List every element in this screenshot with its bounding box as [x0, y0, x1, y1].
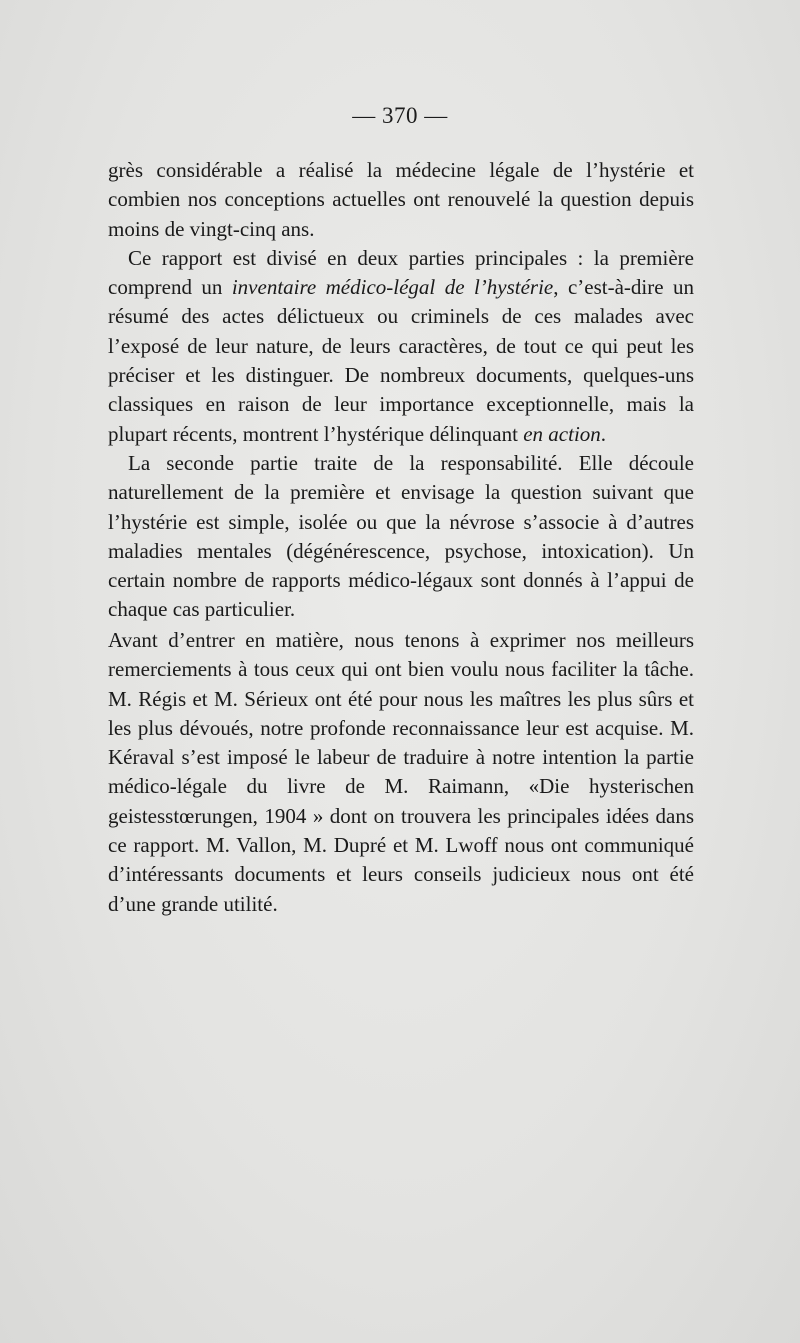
paragraph-text: . [600, 421, 607, 446]
paragraph-responsibility: La seconde partie traite de la responsabilité. Elle découle naturellement de la première et envisage la question suivant que l’hystérie est simple, isolée ou que la névrose s’associe à d’autres maladies mentales (dégénérescence, psychose, intoxication). Un certain nombre de rapports médico-légaux sont donnés à l’appui de chaque cas particulier. [108, 450, 694, 622]
emphasized-title: inventaire médico-légal de l’hystérie [231, 275, 554, 300]
paragraph-acknowledgements: Avant d’entrer en matière, nous tenons à exprimer nos meilleurs remerciements à tous ceux qui ont bien voulu nous faciliter la tâche. M. Régis et M. Sérieux ont été pour nous les maîtres les plus sûrs et les plus dévoués, notre profonde reconnaissance leur est acquise. M. Kéraval s’est imposé le labeur de traduire à notre intention la partie médico-légale du livre de M. Raimann, «Die hysterischen geistesstœrungen, 1904 » dont on trouvera les principales idées dans ce rapport. M. Vallon, M. Dupré et M. Lwoff nous ont communiqué d’intéressants documents et leurs conseils judicieux nous ont été d’une grande utilité. [108, 628, 694, 916]
page-number: — 370 — [352, 103, 448, 128]
emphasized-phrase: en action [523, 421, 601, 446]
paragraph-text: , c’est-à-dire un résumé des actes délictueux ou criminels de ces malades avec l’exposé de leur nature, de leurs caractères, de tout ce qui peut les préciser et les distinguer. De nombreux documents, quelques-uns classiques en raison de leur importance exceptionnelle, mais la plupart récents, montrent l’hystérique délinquant [108, 275, 694, 446]
paragraph-report-structure [108, 244, 694, 449]
text-section-acknowledgements [108, 626, 694, 919]
text-section-intro [108, 156, 694, 625]
paragraph-continuation: grès considérable a réalisé la médecine légale de l’hystérie et combien nos conceptions actuelles ont renouvelé la question depuis moins de vingt-cinq ans. [108, 158, 694, 241]
paragraph-text: Ce rapport est divisé en deux parties principales : la première comprend un [108, 245, 694, 300]
